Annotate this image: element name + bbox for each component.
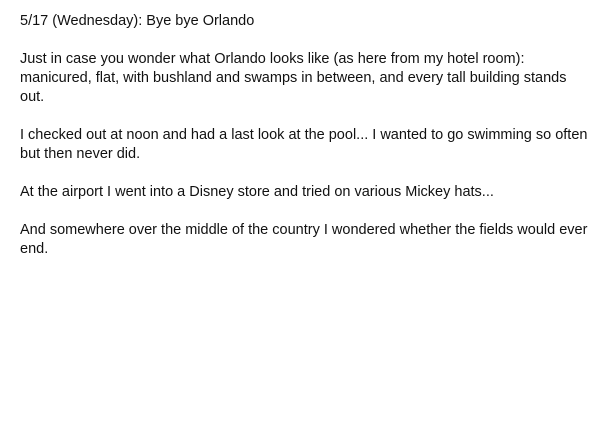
document-body	[20, 12, 590, 278]
entry-title: 5/17 (Wednesday): Bye bye Orlando	[20, 13, 255, 29]
paragraph-disney-store: At the airport I went into a Disney store and tried on various Mickey hats...	[20, 184, 494, 200]
paragraph-orlando-view: Just in case you wonder what Orlando looks like (as here from my hotel room): manicured, flat, with bushland and swamps in between, and every tall building stands out.	[20, 51, 567, 105]
paragraph-checkout-pool: I checked out at noon and had a last look at the pool... I wanted to go swimming so often but then never did.	[20, 127, 588, 162]
paragraph-fields: And somewhere over the middle of the country I wondered whether the fields would ever end.	[20, 222, 588, 257]
